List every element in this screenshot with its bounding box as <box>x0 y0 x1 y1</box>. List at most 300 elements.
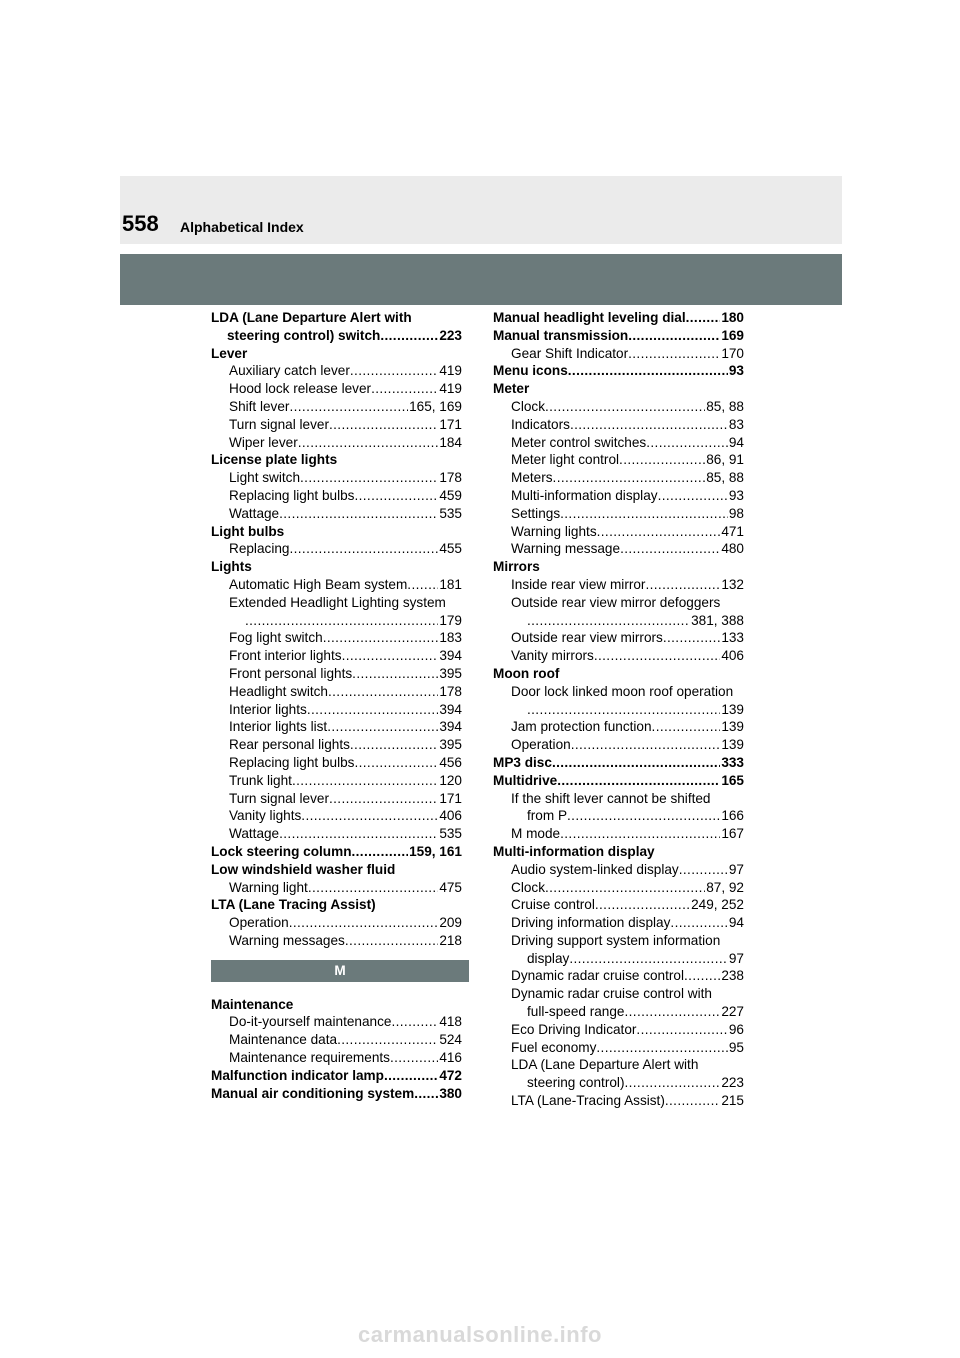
dot-leader <box>665 1092 720 1110</box>
entry-text: M mode <box>511 826 561 842</box>
entry-text: Warning messages <box>229 932 345 948</box>
entry-page: 93 <box>728 487 744 503</box>
dot-leader <box>545 879 705 897</box>
entry-text: Driving information display <box>511 915 671 931</box>
entry-text: Extended Headlight Lighting system <box>229 594 446 610</box>
index-entry <box>493 1021 744 1039</box>
entry-page: 83 <box>728 416 744 432</box>
index-entry <box>211 612 462 630</box>
index-entry <box>493 629 744 647</box>
index-entry <box>211 825 462 843</box>
entry-page: 380 <box>439 1085 462 1101</box>
dot-leader <box>652 718 721 736</box>
dot-leader <box>596 1039 727 1057</box>
entry-page: 95 <box>728 1039 744 1055</box>
entry-page: 96 <box>728 1021 744 1037</box>
entry-page: 139 <box>721 737 744 753</box>
index-column-right <box>493 309 744 1110</box>
index-entry <box>493 487 744 505</box>
dot-leader <box>337 1031 438 1049</box>
entry-text: Automatic High Beam system <box>229 576 408 592</box>
dot-leader <box>527 701 720 719</box>
entry-text: Menu icons <box>493 363 568 379</box>
dot-leader <box>571 736 721 754</box>
dot-leader <box>545 398 705 416</box>
entry-text: Manual headlight leveling dial <box>493 310 686 325</box>
index-entry <box>493 380 744 398</box>
entry-page: 133 <box>721 630 744 646</box>
dot-leader <box>570 416 728 434</box>
entry-page: 419 <box>439 363 462 379</box>
section-header-m: M <box>211 960 469 982</box>
entry-text: Light switch <box>229 470 301 486</box>
dot-leader <box>628 327 720 345</box>
index-entry <box>493 434 744 452</box>
entry-text: Driving support system information <box>511 932 721 948</box>
dot-leader <box>527 612 690 630</box>
entry-text: Light bulbs <box>211 523 285 539</box>
index-entry <box>211 736 462 754</box>
dot-leader <box>350 362 438 380</box>
entry-page: 93 <box>728 363 744 379</box>
entry-page: 132 <box>721 576 744 592</box>
entry-page: 471 <box>721 523 744 539</box>
entry-text: Lights <box>211 559 252 575</box>
entry-page: 183 <box>439 630 462 646</box>
entry-page: 227 <box>721 1004 744 1020</box>
index-list-m <box>211 996 462 1103</box>
entry-page: 139 <box>721 719 744 735</box>
entry-text: Rear personal lights <box>229 737 350 753</box>
index-entry <box>493 612 744 630</box>
index-entry <box>211 309 462 327</box>
entry-page: 87, 92 <box>706 879 744 895</box>
entry-text: Outside rear view mirrors <box>511 630 663 646</box>
entry-text: Door lock linked moon roof operation <box>511 683 734 699</box>
entry-text: full-speed range <box>527 1004 625 1020</box>
dot-leader <box>289 540 438 558</box>
index-entry <box>493 701 744 719</box>
index-entry <box>493 398 744 416</box>
dot-leader <box>384 1067 438 1085</box>
entry-text: Mirrors <box>493 559 540 575</box>
entry-page: 179 <box>439 612 462 628</box>
index-entry <box>211 523 462 541</box>
entry-page: 97 <box>728 861 744 877</box>
entry-page: 480 <box>721 541 744 557</box>
entry-page: 178 <box>439 470 462 486</box>
dot-leader <box>371 380 438 398</box>
dot-leader <box>407 576 438 594</box>
index-entry <box>211 1049 462 1067</box>
dot-leader <box>625 1003 721 1021</box>
index-entry <box>211 683 462 701</box>
index-entry <box>211 380 462 398</box>
entry-page: 406 <box>721 648 744 664</box>
dot-leader <box>557 772 720 790</box>
entry-text: Front personal lights <box>229 665 353 681</box>
index-entry <box>493 505 744 523</box>
index-entry <box>211 345 462 363</box>
entry-text: Manual air conditioning system <box>211 1085 415 1101</box>
entry-text: Operation <box>229 915 289 931</box>
index-entry <box>493 576 744 594</box>
dot-leader <box>354 754 438 772</box>
entry-text: Meter <box>493 381 530 397</box>
dot-leader <box>560 825 720 843</box>
entry-text: Fog light switch <box>229 630 323 646</box>
index-column-left <box>211 309 462 1102</box>
entry-page: 524 <box>439 1032 462 1048</box>
entry-page: 159, 161 <box>409 843 462 859</box>
entry-page: 459 <box>439 487 462 503</box>
index-entry <box>493 754 744 772</box>
index-entry <box>211 487 462 505</box>
entry-page: 167 <box>721 826 744 842</box>
entry-text: Clock <box>511 398 545 414</box>
index-entry <box>493 914 744 932</box>
index-entry <box>493 1003 744 1021</box>
entry-text: Meter control switches <box>511 434 647 450</box>
entry-text: Maintenance <box>211 996 294 1012</box>
index-entry <box>493 843 744 861</box>
entry-page: 97 <box>728 950 744 966</box>
dot-leader <box>390 1049 438 1067</box>
entry-text: Malfunction indicator lamp <box>211 1067 384 1083</box>
index-entry <box>211 665 462 683</box>
index-entry <box>211 451 462 469</box>
index-entry <box>493 665 744 683</box>
index-entry <box>211 398 462 416</box>
dot-leader <box>289 914 439 932</box>
entry-text: Replacing light bulbs <box>229 487 355 503</box>
index-entry <box>493 540 744 558</box>
index-list-l <box>211 309 462 950</box>
index-entry <box>493 772 744 790</box>
entry-page: 180 <box>721 310 744 325</box>
dot-leader <box>327 718 438 736</box>
entry-text: Settings <box>511 505 561 521</box>
entry-text: Replacing light bulbs <box>229 754 355 770</box>
entry-text: LTA (Lane-Tracing Assist) <box>511 1093 665 1109</box>
index-list-m-continued <box>493 309 744 1110</box>
entry-text: Moon roof <box>493 665 560 681</box>
entry-page: 418 <box>439 1014 462 1030</box>
index-entry <box>493 558 744 576</box>
dot-leader <box>568 362 728 380</box>
index-entry <box>211 914 462 932</box>
index-entry <box>493 1092 744 1110</box>
entry-text: Inside rear view mirror <box>511 576 646 592</box>
index-entry <box>211 647 462 665</box>
entry-text: display <box>527 950 570 966</box>
entry-page: 455 <box>439 541 462 557</box>
index-entry <box>211 558 462 576</box>
dot-leader <box>329 416 438 434</box>
index-entry <box>211 807 462 825</box>
index-entry <box>493 362 744 380</box>
entry-text: License plate lights <box>211 452 338 468</box>
entry-text: Manual transmission <box>493 327 629 343</box>
entry-page: 120 <box>439 772 462 788</box>
entry-text: Wattage <box>229 505 280 521</box>
dot-leader <box>569 950 728 968</box>
entry-page: 165 <box>721 772 744 788</box>
entry-page: 181 <box>439 576 462 592</box>
entry-text: Wattage <box>229 826 280 842</box>
index-entry <box>211 327 462 345</box>
dot-leader <box>646 434 728 452</box>
dot-leader <box>658 487 728 505</box>
dot-leader <box>279 825 438 843</box>
dot-leader <box>679 861 728 879</box>
entry-text: Replacing <box>229 541 290 557</box>
entry-text: Auxiliary catch lever <box>229 363 350 379</box>
index-entry <box>211 416 462 434</box>
entry-page: 171 <box>439 416 462 432</box>
entry-text: Lever <box>211 345 248 361</box>
entry-page: 98 <box>728 505 744 521</box>
entry-page: 395 <box>439 665 462 681</box>
dot-leader <box>354 487 438 505</box>
entry-text: LDA (Lane Departure Alert with <box>211 310 412 325</box>
index-entry <box>211 996 462 1014</box>
entry-page: 394 <box>439 648 462 664</box>
index-entry <box>493 1074 744 1092</box>
dot-leader <box>552 754 720 772</box>
dot-leader <box>553 469 706 487</box>
index-entry <box>211 879 462 897</box>
entry-text: Fuel economy <box>511 1039 597 1055</box>
entry-text: Indicators <box>511 416 570 432</box>
index-entry <box>493 896 744 914</box>
index-entry <box>493 985 744 1003</box>
dot-leader <box>323 629 439 647</box>
index-entry <box>211 434 462 452</box>
entry-page: 169 <box>721 327 744 343</box>
entry-page: 184 <box>439 434 462 450</box>
entry-page: 475 <box>439 879 462 895</box>
page-title: Alphabetical Index <box>180 219 304 235</box>
entry-text: Interior lights list <box>229 719 328 735</box>
index-entry <box>211 1067 462 1085</box>
dot-leader <box>624 1074 720 1092</box>
entry-text: Multidrive <box>493 772 558 788</box>
index-entry <box>493 683 744 701</box>
entry-page: 394 <box>439 701 462 717</box>
index-entry <box>211 718 462 736</box>
entry-page: 472 <box>439 1067 462 1083</box>
entry-page: 85, 88 <box>706 398 744 414</box>
dot-leader <box>352 843 409 861</box>
entry-text: steering control) <box>527 1075 625 1091</box>
entry-text: Meters <box>511 470 553 486</box>
entry-page: 209 <box>439 915 462 931</box>
entry-page: 456 <box>439 754 462 770</box>
index-entry <box>211 843 462 861</box>
entry-text: LTA (Lane Tracing Assist) <box>211 897 376 913</box>
entry-page: 416 <box>439 1050 462 1066</box>
entry-text: Lock steering column <box>211 843 352 859</box>
entry-text: Dynamic radar cruise control <box>511 968 685 984</box>
entry-text: Low windshield washer fluid <box>211 861 396 877</box>
index-entry <box>493 932 744 950</box>
entry-page: 165, 169 <box>409 398 462 414</box>
index-entry <box>493 647 744 665</box>
entry-text: Outside rear view mirror defoggers <box>511 594 721 610</box>
dot-leader <box>414 1085 438 1103</box>
index-entry <box>493 718 744 736</box>
index-entry <box>211 896 462 914</box>
index-entry <box>211 701 462 719</box>
index-entry <box>493 967 744 985</box>
entry-text: Wiper lever <box>229 434 298 450</box>
entry-page: 395 <box>439 737 462 753</box>
dot-leader <box>636 1021 727 1039</box>
index-entry <box>493 790 744 808</box>
index-entry <box>493 451 744 469</box>
entry-text: Dynamic radar cruise control with <box>511 986 712 1002</box>
dot-leader <box>620 540 720 558</box>
entry-text: Vanity lights <box>229 808 302 824</box>
index-entry <box>211 1031 462 1049</box>
dot-leader <box>328 683 438 701</box>
dot-leader <box>619 451 705 469</box>
dot-leader <box>308 879 438 897</box>
dot-leader <box>391 1013 438 1031</box>
entry-text: Hood lock release lever <box>229 381 372 397</box>
entry-page: 178 <box>439 683 462 699</box>
dot-leader <box>597 523 721 541</box>
entry-page: 238 <box>721 968 744 984</box>
entry-text: Do-it-yourself maintenance <box>229 1014 392 1030</box>
entry-text: Gear Shift Indicator <box>511 345 629 361</box>
entry-text: Multi-information display <box>493 843 655 859</box>
index-entry <box>211 505 462 523</box>
dot-leader <box>628 345 720 363</box>
index-entry <box>211 1085 462 1103</box>
entry-page: 394 <box>439 719 462 735</box>
dot-leader <box>307 701 438 719</box>
index-entry <box>493 327 744 345</box>
entry-text: Meter light control <box>511 452 620 468</box>
entry-text: Eco Driving Indicator <box>511 1021 637 1037</box>
entry-text: Jam protection function <box>511 719 652 735</box>
entry-text: Headlight switch <box>229 683 328 699</box>
entry-page: 94 <box>728 915 744 931</box>
dot-leader <box>300 469 438 487</box>
entry-text: Cruise control <box>511 897 595 913</box>
dot-leader <box>567 807 720 825</box>
dot-leader <box>350 736 438 754</box>
index-entry <box>211 772 462 790</box>
entry-page: 249, 252 <box>691 897 744 913</box>
index-entry <box>211 861 462 879</box>
dot-leader <box>595 896 690 914</box>
index-entry <box>493 345 744 363</box>
index-entry <box>493 879 744 897</box>
header-band <box>120 254 842 305</box>
dot-leader <box>245 612 438 630</box>
dot-leader <box>594 647 720 665</box>
entry-text: Interior lights <box>229 701 307 717</box>
index-entry <box>493 469 744 487</box>
index-entry <box>493 309 744 327</box>
entry-text: from P <box>527 808 568 824</box>
index-entry <box>211 469 462 487</box>
dot-leader <box>663 629 720 647</box>
dot-leader <box>301 807 438 825</box>
dot-leader <box>670 914 727 932</box>
index-entry <box>211 1013 462 1031</box>
entry-text: Audio system-linked display <box>511 861 679 877</box>
entry-text: Warning message <box>511 541 621 557</box>
dot-leader <box>684 967 720 985</box>
entry-text: Turn signal lever <box>229 416 329 432</box>
entry-page: 94 <box>728 434 744 450</box>
entry-text: Warning light <box>229 879 308 895</box>
dot-leader <box>345 932 438 950</box>
dot-leader <box>686 309 721 327</box>
page-number: 558 <box>122 211 159 236</box>
index-entry <box>211 932 462 950</box>
entry-page: 171 <box>439 790 462 806</box>
dot-leader <box>560 505 728 523</box>
index-entry <box>493 807 744 825</box>
entry-text: Operation <box>511 737 571 753</box>
entry-page: 215 <box>721 1093 744 1109</box>
entry-page: 86, 91 <box>706 452 744 468</box>
index-entry <box>211 576 462 594</box>
index-entry <box>493 523 744 541</box>
index-entry <box>493 1056 744 1074</box>
index-entry <box>493 950 744 968</box>
entry-page: 333 <box>721 754 744 770</box>
index-entry <box>493 825 744 843</box>
index-entry <box>211 540 462 558</box>
entry-page: 223 <box>439 327 462 343</box>
dot-leader <box>279 505 438 523</box>
dot-leader <box>329 790 438 808</box>
dot-leader <box>289 398 408 416</box>
index-entry <box>211 594 462 612</box>
entry-text: Maintenance requirements <box>229 1050 390 1066</box>
index-entry <box>493 861 744 879</box>
entry-text: If the shift lever cannot be shifted <box>511 790 711 806</box>
entry-text: MP3 disc <box>493 754 552 770</box>
entry-text: Vanity mirrors <box>511 648 594 664</box>
entry-text: Warning lights <box>511 523 597 539</box>
entry-page: 85, 88 <box>706 470 744 486</box>
entry-page: 419 <box>439 381 462 397</box>
entry-page: 535 <box>439 826 462 842</box>
dot-leader <box>298 434 439 452</box>
entry-page: 139 <box>721 701 744 717</box>
index-entry <box>211 754 462 772</box>
entry-page: 381, 388 <box>691 612 744 628</box>
entry-text: Multi-information display <box>511 487 658 503</box>
entry-page: 406 <box>439 808 462 824</box>
entry-text: steering control) switch <box>227 327 381 343</box>
dot-leader <box>342 647 439 665</box>
index-entry <box>493 416 744 434</box>
entry-page: 218 <box>439 932 462 948</box>
entry-text: Trunk light <box>229 772 292 788</box>
entry-text: Maintenance data <box>229 1032 338 1048</box>
entry-text: Turn signal lever <box>229 790 329 806</box>
index-entry <box>493 736 744 754</box>
dot-leader <box>292 772 438 790</box>
